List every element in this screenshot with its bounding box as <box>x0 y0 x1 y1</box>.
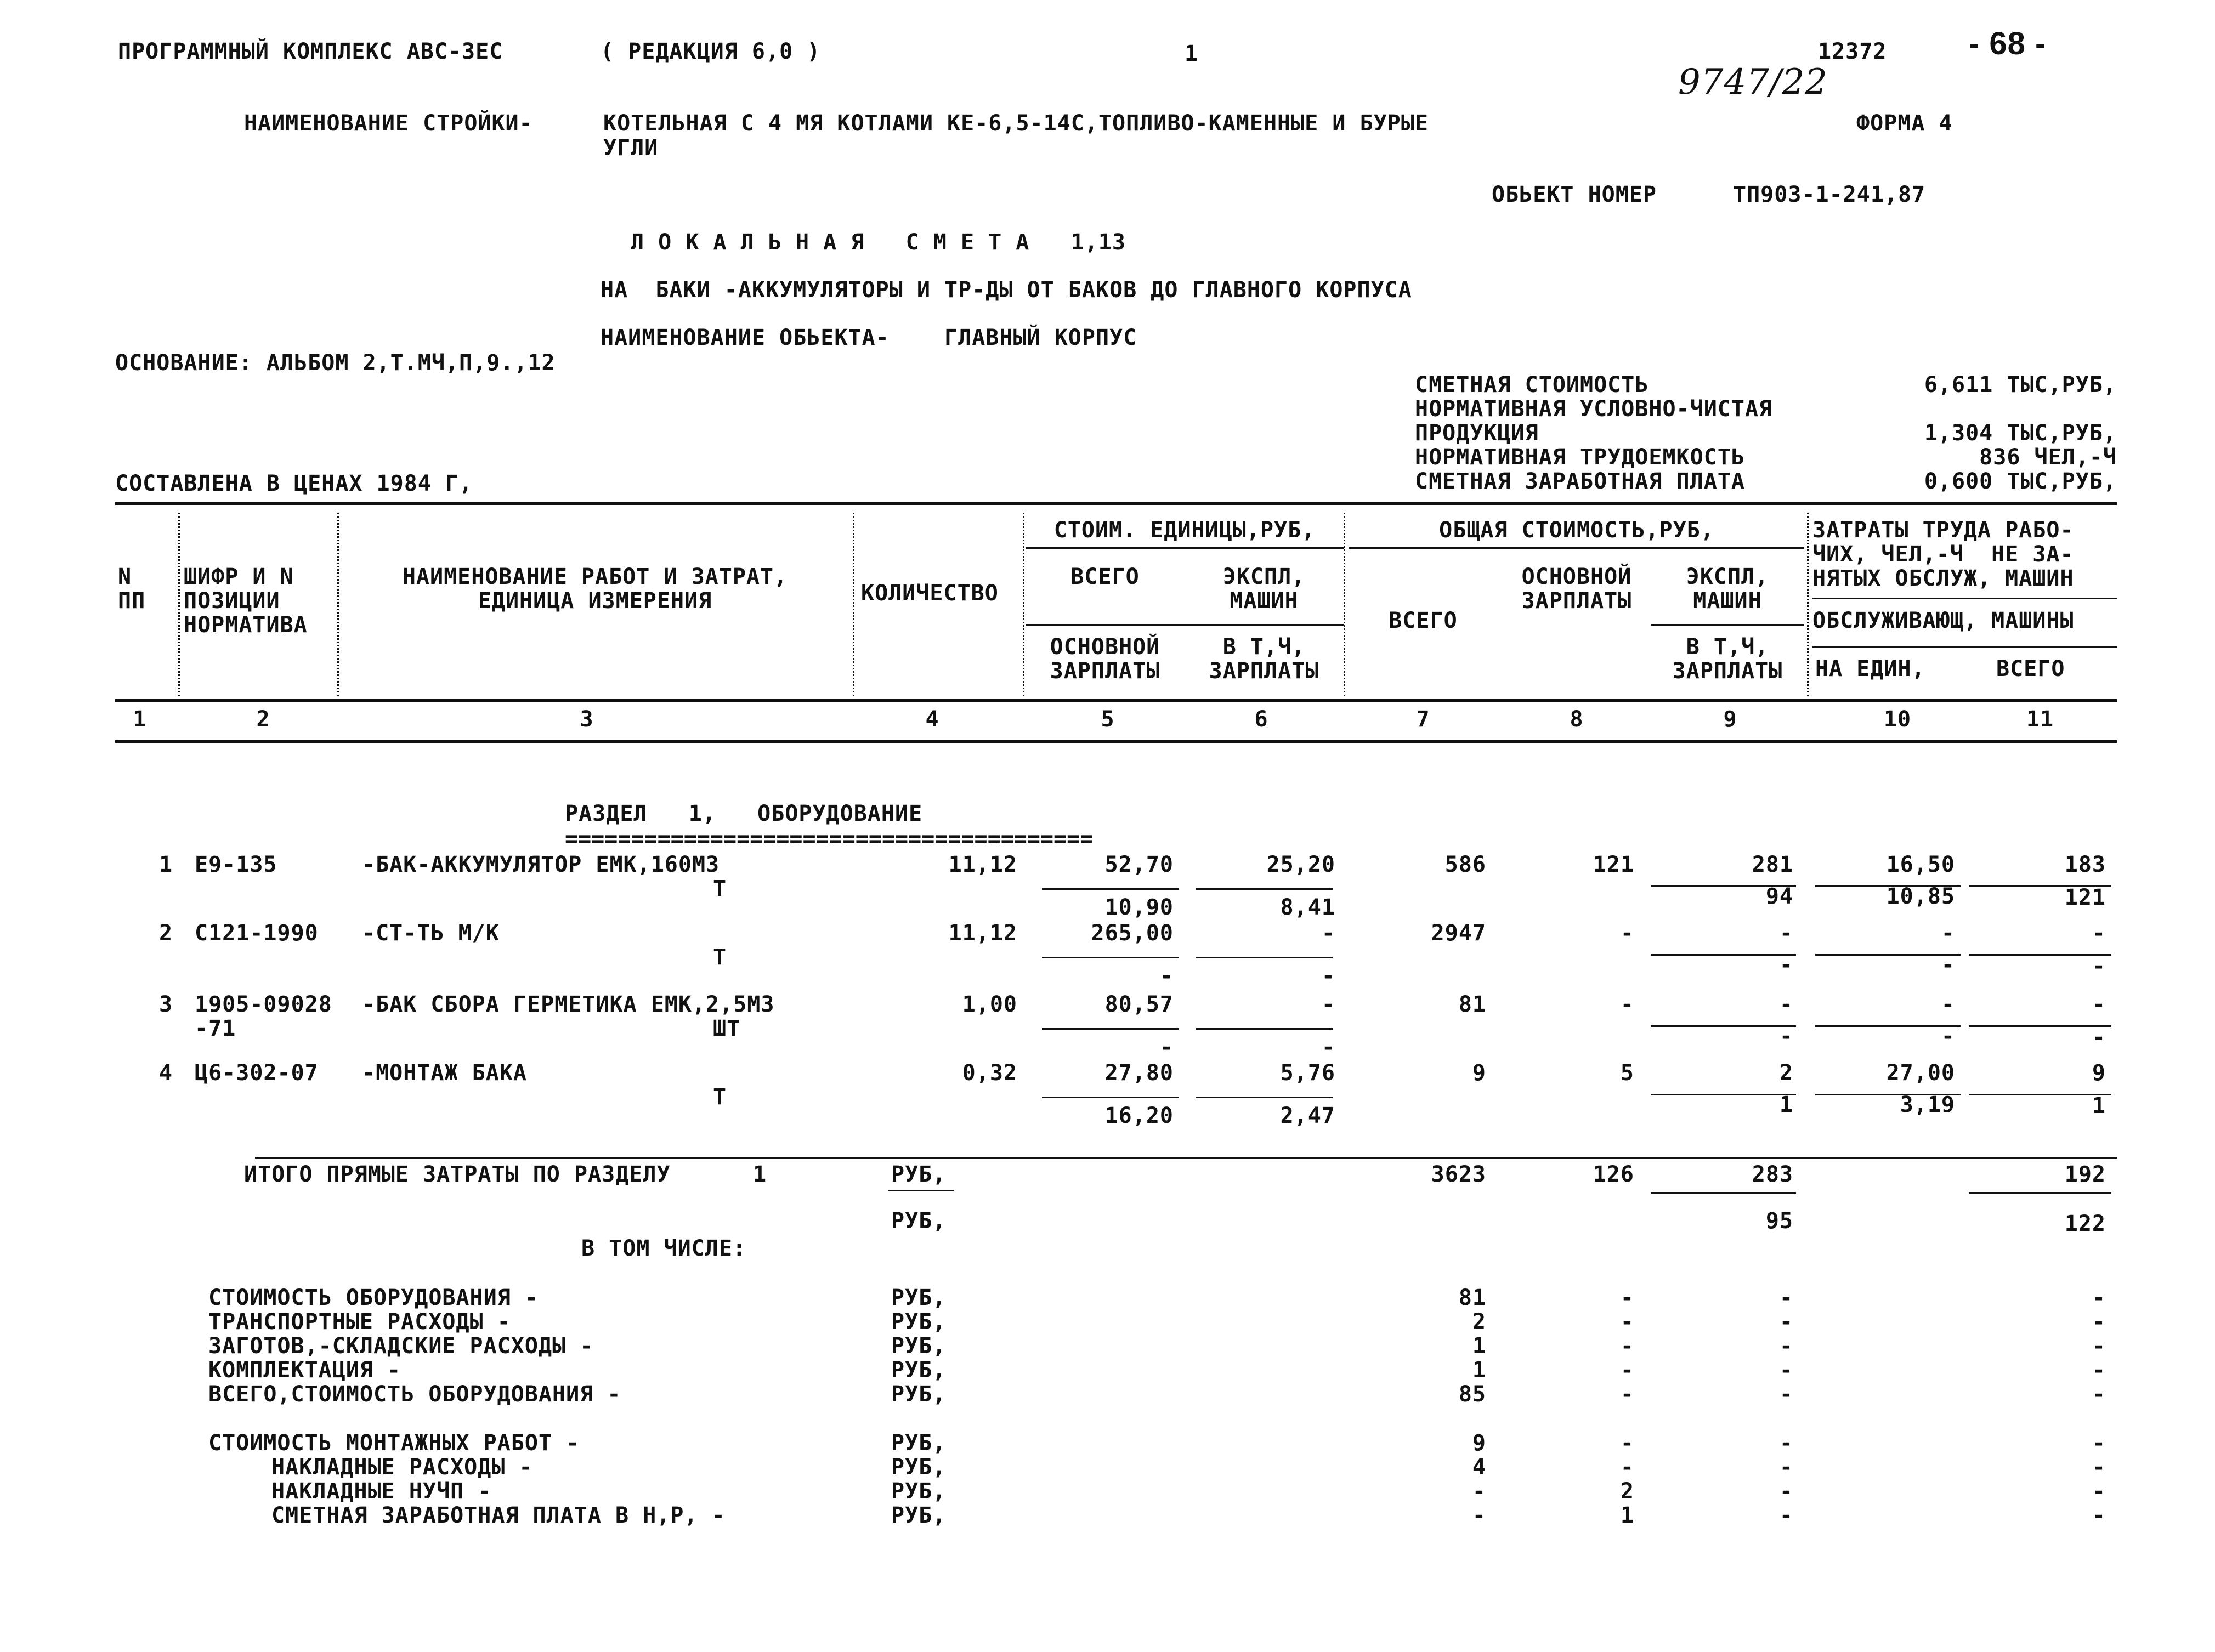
col-header-total-base-salary: ОСНОВНОЙ ЗАРПЛАТЫ <box>1521 564 1632 614</box>
row-labor-per-unit-2: - <box>1941 952 1955 978</box>
breakdown-label: ТРАНСПОРТНЫЕ РАСХОДЫ - <box>208 1309 511 1335</box>
summary-label: НОРМАТИВНАЯ УСЛОВНО-ЧИСТАЯ <box>1415 396 1773 422</box>
row-rule <box>1196 888 1333 890</box>
row-unit-salary: - <box>1159 963 1174 989</box>
col-header-labor: ЗАТРАТЫ ТРУДА РАБО- ЧИХ, ЧЕЛ,-Ч НЕ ЗА- НЯТЫХ ОБСЛУЖ, МАШИН <box>1812 518 2074 591</box>
column-number: 4 <box>925 707 939 732</box>
col-header-unit-cost: СТОИМ. ЕДИНИЦЫ,РУБ, <box>1053 518 1316 543</box>
breakdown-labor: - <box>2092 1479 2106 1504</box>
breakdown-operation: - <box>1779 1455 1793 1480</box>
breakdown-operation: - <box>1779 1382 1793 1407</box>
row-rule <box>1042 957 1179 958</box>
column-number: 7 <box>1416 707 1430 732</box>
construction-name: КОТЕЛЬНАЯ С 4 МЯ КОТЛАМИ КЕ-6,5-14С,ТОПЛИВО-КАМЕННЫЕ И БУРЫЕ <box>603 111 1429 136</box>
form-label: ФОРМА 4 <box>1856 111 1953 136</box>
row-number: 1 <box>159 852 173 877</box>
breakdown-label: КОМПЛЕКТАЦИЯ - <box>208 1358 401 1383</box>
breakdown-unit: РУБ, <box>891 1358 947 1383</box>
breakdown-unit: РУБ, <box>891 1309 947 1335</box>
column-number: 3 <box>580 707 594 732</box>
header-rule <box>1026 547 1344 549</box>
breakdown-labor: - <box>2092 1309 2106 1335</box>
row-unit: Т <box>713 1085 727 1110</box>
column-number: 9 <box>1723 707 1737 732</box>
row-base-salary: 121 <box>1593 852 1634 877</box>
breakdown-total: 1 <box>1472 1358 1486 1383</box>
row-unit: Т <box>713 876 727 901</box>
row-operation-salary: 1 <box>1779 1092 1793 1117</box>
row-labor-per-unit: - <box>1941 921 1955 946</box>
summary-value: 1,304 ТЫС,РУБ, <box>1924 421 2117 446</box>
col-header-total-operation: ЭКСПЛ, МАШИН <box>1686 564 1769 614</box>
col-header-unit-all: ВСЕГО <box>1070 564 1140 589</box>
row-unit-incl-salary: - <box>1321 963 1335 989</box>
row-unit-incl-salary: 2,47 <box>1280 1103 1335 1128</box>
row-unit-cost: 27,80 <box>1104 1060 1174 1086</box>
row-quantity: 11,12 <box>948 921 1017 946</box>
row-operation: 281 <box>1752 852 1793 877</box>
totals-total: 3623 <box>1431 1162 1486 1187</box>
header-rule <box>1651 624 1804 626</box>
col-header-labor-sub: ОБСЛУЖИВАЮЩ, МАШИНЫ <box>1812 608 2074 633</box>
row-rule <box>1196 1097 1333 1098</box>
totals-unit-rule <box>888 1190 954 1191</box>
row-operation: 2 <box>1779 1060 1793 1086</box>
column-divider <box>337 513 339 696</box>
breakdown-total: 2 <box>1472 1309 1486 1335</box>
row-unit-incl-salary: 8,41 <box>1280 895 1335 920</box>
row-operation-salary: - <box>1779 1024 1793 1049</box>
row-labor-per-unit: 27,00 <box>1886 1060 1955 1086</box>
breakdown-total: 85 <box>1458 1382 1486 1407</box>
totals-operation: 283 <box>1752 1162 1793 1187</box>
breakdown-label: СТОИМОСТЬ МОНТАЖНЫХ РАБОТ - <box>208 1430 580 1456</box>
col-header-labor-total: ВСЕГО <box>1996 656 2065 682</box>
breakdown-label: СМЕТНАЯ ЗАРАБОТНАЯ ПЛАТА В Н,Р, - <box>271 1503 726 1528</box>
row-number: 2 <box>159 921 173 946</box>
col-header-code: ШИФР И N ПОЗИЦИИ НОРМАТИВА <box>184 564 308 638</box>
header-rule <box>1349 547 1804 549</box>
row-number: 4 <box>159 1060 173 1086</box>
breakdown-operation: - <box>1779 1479 1793 1504</box>
breakdown-labor: - <box>2092 1285 2106 1310</box>
program-name: ПРОГРАММНЫЙ КОМПЛЕКС АВС-3ЕС <box>118 39 503 64</box>
col-header-quantity: КОЛИЧЕСТВО <box>861 581 999 606</box>
breakdown-labor: - <box>2092 1455 2106 1480</box>
row-labor-total: 183 <box>2064 852 2106 877</box>
breakdown-total: - <box>1472 1503 1486 1528</box>
document-title: Л О К А Л Ь Н А Я С М Е Т А 1,13 <box>631 230 1126 255</box>
breakdown-labor: - <box>2092 1358 2106 1383</box>
row-unit-salary: 16,20 <box>1104 1103 1174 1128</box>
column-number: 1 <box>133 707 147 732</box>
row-name: -БАК СБОРА ГЕРМЕТИКА ЕМК,2,5М3 <box>362 992 775 1017</box>
col-header-per-unit: НА ЕДИН, <box>1815 656 1925 682</box>
row-code: С121-1990 <box>195 921 319 946</box>
row-base-salary: - <box>1620 921 1634 946</box>
object-number: ТП903-1-241,87 <box>1733 182 1926 207</box>
column-divider <box>1344 513 1345 696</box>
column-number: 5 <box>1101 707 1115 732</box>
summary-value: 836 ЧЕЛ,-Ч <box>1979 445 2117 470</box>
row-quantity: 0,32 <box>962 1060 1017 1086</box>
col-header-unit-incl-salary: В Т,Ч, ЗАРПЛАТЫ <box>1209 634 1319 684</box>
row-labor-total-2: 121 <box>2064 885 2106 910</box>
col-header-n: N ПП <box>118 564 146 614</box>
basis: ОСНОВАНИЕ: АЛЬБОМ 2,Т.МЧ,П,9.,12 <box>115 350 556 376</box>
row-name: -СТ-ТЬ М/К <box>362 921 500 946</box>
section-title: РАЗДЕЛ 1, ОБОРУДОВАНИЕ <box>565 801 923 826</box>
summary-label: ПРОДУКЦИЯ <box>1415 421 1539 446</box>
breakdown-unit: РУБ, <box>891 1382 947 1407</box>
row-base-salary: 5 <box>1620 1060 1634 1086</box>
row-quantity: 11,12 <box>948 852 1017 877</box>
object-name: НАИМЕНОВАНИЕ ОБЬЕКТА- ГЛАВНЫЙ КОРПУС <box>601 325 1137 350</box>
document-subtitle: НА БАКИ -АККУМУЛЯТОРЫ И ТР-ДЫ ОТ БАКОВ ДО ГЛАВНОГО КОРПУСА <box>601 277 1412 303</box>
breakdown-unit: РУБ, <box>891 1333 947 1359</box>
totals-labor-unoccupied: 122 <box>2064 1211 2106 1236</box>
row-code-cont: -71 <box>195 1016 236 1041</box>
table-top-rule <box>115 502 2117 505</box>
breakdown-total: 1 <box>1472 1333 1486 1359</box>
sheet-number: 1 <box>1185 41 1199 66</box>
row-unit-operation: - <box>1321 921 1335 946</box>
breakdown-label: ВСЕГО,СТОИМОСТЬ ОБОРУДОВАНИЯ - <box>208 1382 621 1407</box>
column-number: 8 <box>1570 707 1584 732</box>
numbers-bottom-rule <box>115 740 2117 743</box>
header-bottom-rule <box>115 699 2117 702</box>
row-labor-total-2: - <box>2092 953 2106 979</box>
row-labor-per-unit-2: - <box>1941 1024 1955 1049</box>
header-rule <box>1026 624 1344 626</box>
breakdown-operation: - <box>1779 1503 1793 1528</box>
row-unit-operation: 25,20 <box>1266 852 1335 877</box>
row-labor-per-unit: 16,50 <box>1886 852 1955 877</box>
row-name: -МОНТАЖ БАКА <box>362 1060 527 1086</box>
breakdown-label: НАКЛАДНЫЕ РАСХОДЫ - <box>271 1455 533 1480</box>
row-rule <box>1196 1028 1333 1030</box>
row-unit-operation: - <box>1321 992 1335 1017</box>
breakdown-operation: - <box>1779 1358 1793 1383</box>
breakdown-total: 81 <box>1458 1285 1486 1310</box>
column-divider <box>1023 513 1024 696</box>
row-unit-salary: - <box>1159 1035 1174 1060</box>
totals-rule <box>1651 1192 1796 1194</box>
breakdown-base-salary: - <box>1620 1430 1634 1456</box>
breakdown-unit: РУБ, <box>891 1455 947 1480</box>
totals-operation-salary: 95 <box>1765 1208 1793 1234</box>
row-code: Е9-135 <box>195 852 277 877</box>
row-labor-total-2: 1 <box>2092 1093 2106 1119</box>
breakdown-labor: - <box>2092 1503 2106 1528</box>
breakdown-base-salary: - <box>1620 1333 1634 1359</box>
breakdown-base-salary: 1 <box>1620 1503 1634 1528</box>
column-divider <box>178 513 180 696</box>
breakdown-base-salary: 2 <box>1620 1479 1634 1504</box>
row-operation-salary: 94 <box>1765 884 1793 909</box>
row-unit-salary: 10,90 <box>1104 895 1174 920</box>
totals-unit: РУБ, <box>891 1208 947 1234</box>
document-code: 12372 <box>1818 39 1887 64</box>
row-total: 81 <box>1458 992 1486 1017</box>
breakdown-operation: - <box>1779 1309 1793 1335</box>
row-unit-cost: 52,70 <box>1104 852 1174 877</box>
row-total: 9 <box>1472 1060 1486 1086</box>
breakdown-label: ЗАГОТОВ,-СКЛАДСКИЕ РАСХОДЫ - <box>208 1333 594 1359</box>
breakdown-unit: РУБ, <box>891 1430 947 1456</box>
breakdown-label: НАКЛАДНЫЕ НУЧП - <box>271 1479 492 1504</box>
breakdown-operation: - <box>1779 1285 1793 1310</box>
row-rule <box>1042 888 1179 890</box>
row-number: 3 <box>159 992 173 1017</box>
totals-base-salary: 126 <box>1593 1162 1634 1187</box>
row-unit-cost: 265,00 <box>1091 921 1174 946</box>
price-basis: СОСТАВЛЕНА В ЦЕНАХ 1984 Г, <box>115 471 473 496</box>
row-labor-per-unit-2: 10,85 <box>1886 884 1955 909</box>
breakdown-labor: - <box>2092 1430 2106 1456</box>
col-header-total-cost: ОБЩАЯ СТОИМОСТЬ,РУБ, <box>1439 518 1714 543</box>
row-unit-operation: 5,76 <box>1280 1060 1335 1086</box>
row-unit: Т <box>713 945 727 970</box>
row-labor-per-unit-2: 3,19 <box>1900 1092 1955 1117</box>
column-divider <box>1807 513 1809 696</box>
row-rule <box>1042 1028 1179 1030</box>
totals-top-rule <box>255 1157 2117 1159</box>
row-operation: - <box>1779 992 1793 1017</box>
object-label: ОБЬЕКТ НОМЕР <box>1492 182 1657 207</box>
col-header-name: НАИМЕНОВАНИЕ РАБОТ И ЗАТРАТ, ЕДИНИЦА ИЗМЕРЕНИЯ <box>402 564 788 614</box>
summary-value: 0,600 ТЫС,РУБ, <box>1924 469 2117 494</box>
col-header-unit-operation: ЭКСПЛ, МАШИН <box>1222 564 1306 614</box>
summary-label: НОРМАТИВНАЯ ТРУДОЕМКОСТЬ <box>1415 445 1745 470</box>
row-operation: - <box>1779 921 1793 946</box>
row-labor-total: - <box>2092 921 2106 946</box>
incl-label: В ТОМ ЧИСЛЕ: <box>581 1236 746 1261</box>
breakdown-base-salary: - <box>1620 1309 1634 1335</box>
breakdown-total: - <box>1472 1479 1486 1504</box>
page-number: - 68 - <box>1969 26 2047 61</box>
summary-value: 6,611 ТЫС,РУБ, <box>1924 372 2117 398</box>
row-labor-total-2: - <box>2092 1025 2106 1050</box>
row-total: 586 <box>1444 852 1486 877</box>
col-header-total-all: ВСЕГО <box>1389 608 1458 633</box>
breakdown-base-salary: - <box>1620 1455 1634 1480</box>
totals-labor: 192 <box>2064 1162 2106 1187</box>
row-unit-cost: 80,57 <box>1104 992 1174 1017</box>
breakdown-total: 9 <box>1472 1430 1486 1456</box>
section-underline: ======================================== <box>565 826 1094 851</box>
column-divider <box>853 513 854 696</box>
row-unit-incl-salary: - <box>1321 1035 1335 1060</box>
breakdown-unit: РУБ, <box>891 1285 947 1310</box>
column-number: 6 <box>1254 707 1268 732</box>
breakdown-operation: - <box>1779 1333 1793 1359</box>
totals-rule <box>1969 1192 2111 1194</box>
header-rule <box>1812 646 2117 648</box>
summary-label: СМЕТНАЯ СТОИМОСТЬ <box>1415 372 1649 398</box>
row-labor-total: 9 <box>2092 1060 2106 1086</box>
row-code: 1905-09028 <box>195 992 332 1017</box>
row-code: Ц6-302-07 <box>195 1060 319 1086</box>
breakdown-base-salary: - <box>1620 1382 1634 1407</box>
row-base-salary: - <box>1620 992 1634 1017</box>
breakdown-labor: - <box>2092 1333 2106 1359</box>
breakdown-base-salary: - <box>1620 1358 1634 1383</box>
totals-unit: РУБ, <box>891 1162 947 1187</box>
header-rule <box>1812 598 2117 599</box>
row-rule <box>1042 1097 1179 1098</box>
column-number: 10 <box>1883 707 1912 732</box>
breakdown-labor: - <box>2092 1382 2106 1407</box>
summary-label: СМЕТНАЯ ЗАРАБОТНАЯ ПЛАТА <box>1415 469 1745 494</box>
breakdown-total: 4 <box>1472 1455 1486 1480</box>
breakdown-unit: РУБ, <box>891 1479 947 1504</box>
row-operation-salary: - <box>1779 952 1793 978</box>
breakdown-unit: РУБ, <box>891 1503 947 1528</box>
construction-name-cont: УГЛИ <box>603 135 659 161</box>
breakdown-operation: - <box>1779 1430 1793 1456</box>
row-name: -БАК-АККУМУЛЯТОР ЕМК,160М3 <box>362 852 720 877</box>
row-labor-per-unit: - <box>1941 992 1955 1017</box>
row-total: 2947 <box>1431 921 1486 946</box>
edition: ( РЕДАКЦИЯ 6,0 ) <box>601 39 821 64</box>
handwritten-number: 9747/22 <box>1678 62 1828 103</box>
totals-label: ИТОГО ПРЯМЫЕ ЗАТРАТЫ ПО РАЗДЕЛУ 1 <box>244 1162 767 1187</box>
row-unit: ШТ <box>713 1016 741 1041</box>
column-number: 11 <box>2026 707 2054 732</box>
column-number: 2 <box>256 707 270 732</box>
col-header-total-incl-salary: В Т,Ч, ЗАРПЛАТЫ <box>1672 634 1783 684</box>
construction-label: НАИМЕНОВАНИЕ СТРОЙКИ- <box>244 111 533 136</box>
breakdown-base-salary: - <box>1620 1285 1634 1310</box>
row-quantity: 1,00 <box>962 992 1017 1017</box>
col-header-unit-base-salary: ОСНОВНОЙ ЗАРПЛАТЫ <box>1050 634 1160 684</box>
row-rule <box>1196 957 1333 958</box>
row-labor-total: - <box>2092 992 2106 1017</box>
breakdown-label: СТОИМОСТЬ ОБОРУДОВАНИЯ - <box>208 1285 539 1310</box>
